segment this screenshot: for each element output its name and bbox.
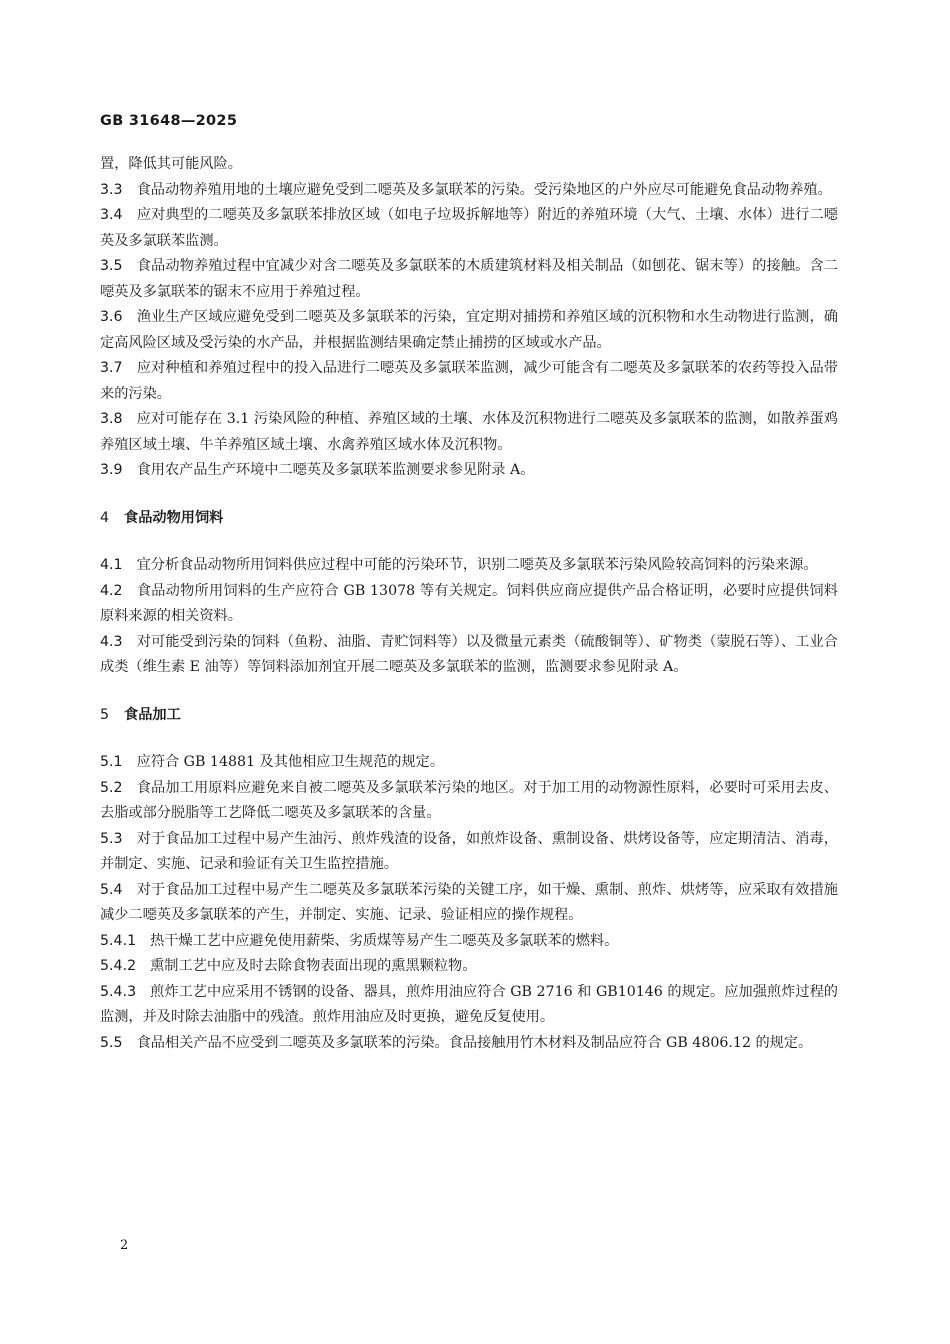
clause-text: 食用农产品生产环境中二噁英及多氯联苯监测要求参见附录 A。 <box>136 462 535 478</box>
clause-number: 4.1 <box>100 557 123 573</box>
clause-paragraph <box>100 254 838 305</box>
clause-text: 应符合 GB 14881 及其他相应卫生规范的规定。 <box>136 754 445 770</box>
clause-number: 5.2 <box>100 779 123 796</box>
clause-number: 5.3 <box>100 830 123 847</box>
clause-paragraph <box>100 776 838 827</box>
clause-number: 5.1 <box>100 754 123 770</box>
clause-text: 食品动物养殖用地的土壤应避免受到二噁英及多氯联苯的污染。受污染地区的户外应尽可能避免食品动物养殖。 <box>136 181 832 198</box>
clause-number: 3.5 <box>100 258 123 274</box>
clause-text: 煎炸工艺中应采用不锈钢的设备、器具，煎炸用油应符合 GB 2716 和 GB10146 的规定。应加强煎炸过程的监测，并及时除去油脂中的残渣。煎炸用油应及时更换，避免反复使用。 <box>100 983 838 1025</box>
clause-text: 食品加工用原料应避免来自被二噁英及多氯联苯污染的地区。对于加工用的动物源性原料，必要时可采用去皮、去脂或部分脱脂等工艺降低二噁英及多氯联苯的含量。 <box>100 779 838 821</box>
clause-paragraph <box>100 579 838 630</box>
section-heading <box>100 506 838 532</box>
clause-text: 食品动物养殖过程中宜减少对含二噁英及多氯联苯的木质建筑材料及相关制品（如刨花、锯末等）的接触。含二噁英及多氯联苯的锯末不应用于养殖过程。 <box>100 258 838 300</box>
section-title: 食品动物用饲料 <box>124 509 224 526</box>
page-number: 2 <box>120 1238 129 1253</box>
clause-number: 3.9 <box>100 462 123 478</box>
section-heading <box>100 703 838 729</box>
clause-text: 食品动物所用饲料的生产应符合 GB 13078 等有关规定。饲料供应商应提供产品合格证明，必要时应提供饲料原料来源的相关资料。 <box>100 582 838 624</box>
clause-paragraph <box>100 878 838 929</box>
standard-code-header: GB 31648—2025 <box>100 113 238 129</box>
clause-text: 宜分析食品动物所用饲料供应过程中可能的污染环节，识别二噁英及多氯联苯污染风险较高饲料的污染来源。 <box>136 557 818 573</box>
clause-text: 食品相关产品不应受到二噁英及多氯联苯的污染。食品接触用竹木材料及制品应符合 GB 4806.12 的规定。 <box>136 1034 813 1051</box>
clause-number: 3.6 <box>100 309 123 325</box>
clause-paragraph <box>100 407 838 458</box>
clause-text: 应对典型的二噁英及多氯联苯排放区域（如电子垃圾拆解地等）附近的养殖环境（大气、土壤、水体）进行二噁英及多氯联苯监测。 <box>100 207 838 249</box>
clause-number: 5.4 <box>100 881 123 898</box>
clause-text: 热干燥工艺中应避免使用薪柴、劣质煤等易产生二噁英及多氯联苯的燃料。 <box>150 932 619 949</box>
clause-text: 应对种植和养殖过程中的投入品进行二噁英及多氯联苯监测，减少可能含有二噁英及多氯联苯的农药等投入品带来的污染。 <box>100 360 838 402</box>
clause-paragraph <box>100 458 838 484</box>
clause-number: 4.2 <box>100 582 123 599</box>
clause-number: 5.4.2 <box>100 958 137 974</box>
clause-number: 3.8 <box>100 411 123 427</box>
clause-paragraph <box>100 305 838 356</box>
clause-number: 5.5 <box>100 1034 123 1051</box>
clause-paragraph <box>100 980 838 1031</box>
clause-paragraph <box>100 203 838 254</box>
clause-text: 熏制工艺中应及时去除食物表面出现的熏黑颗粒物。 <box>150 958 477 974</box>
clause-text: 对于食品加工过程中易产生二噁英及多氯联苯污染的关键工序，如干燥、熏制、煎炸、烘烤等，应采取有效措施减少二噁英及多氯联苯的产生，并制定、实施、记录、验证相应的操作规程。 <box>100 881 838 923</box>
section-number: 4 <box>100 509 110 526</box>
clause-paragraph <box>100 1031 838 1057</box>
clause-number: 4.3 <box>100 633 123 650</box>
clause-paragraph <box>100 630 838 681</box>
clause-number: 5.4.3 <box>100 983 137 1000</box>
clause-text: 置，降低其可能风险。 <box>100 156 242 172</box>
clause-number: 3.7 <box>100 360 123 376</box>
clause-paragraph <box>100 750 838 776</box>
section-number: 5 <box>100 706 110 723</box>
clause-paragraph <box>100 929 838 955</box>
clause-paragraph <box>100 954 838 980</box>
clause-text: 对可能受到污染的饲料（鱼粉、油脂、青贮饲料等）以及微量元素类（硫酸铜等）、矿物类（蒙脱石等）、工业合成类（维生素 E 油等）等饲料添加剂宜开展二噁英及多氯联苯的监测，监测要求参见附录 A。 <box>100 633 838 675</box>
clause-paragraph <box>100 827 838 878</box>
clause-number: 3.4 <box>100 207 123 223</box>
clause-text: 应对可能存在 3.1 污染风险的种植、养殖区域的土壤、水体及沉积物进行二噁英及多氯联苯的监测，如散养蛋鸡养殖区域土壤、牛羊养殖区域土壤、水禽养殖区域水体及沉积物。 <box>100 411 838 453</box>
clause-number: 5.4.1 <box>100 932 137 949</box>
clause-text: 渔业生产区域应避免受到二噁英及多氯联苯的污染，宜定期对捕捞和养殖区域的沉积物和水生动物进行监测，确定高风险区域及受污染的水产品，并根据监测结果确定禁止捕捞的区域或水产品。 <box>100 309 838 351</box>
section-title: 食品加工 <box>124 706 181 723</box>
clause-paragraph <box>100 152 838 178</box>
document-body <box>100 152 838 1056</box>
clause-paragraph <box>100 178 838 204</box>
clause-text: 对于食品加工过程中易产生油污、煎炸残渣的设备，如煎炸设备、熏制设备、烘烤设备等，应定期清洁、消毒，并制定、实施、记录和验证有关卫生监控措施。 <box>100 830 838 872</box>
clause-number: 3.3 <box>100 181 123 198</box>
clause-paragraph <box>100 356 838 407</box>
clause-paragraph <box>100 553 838 579</box>
